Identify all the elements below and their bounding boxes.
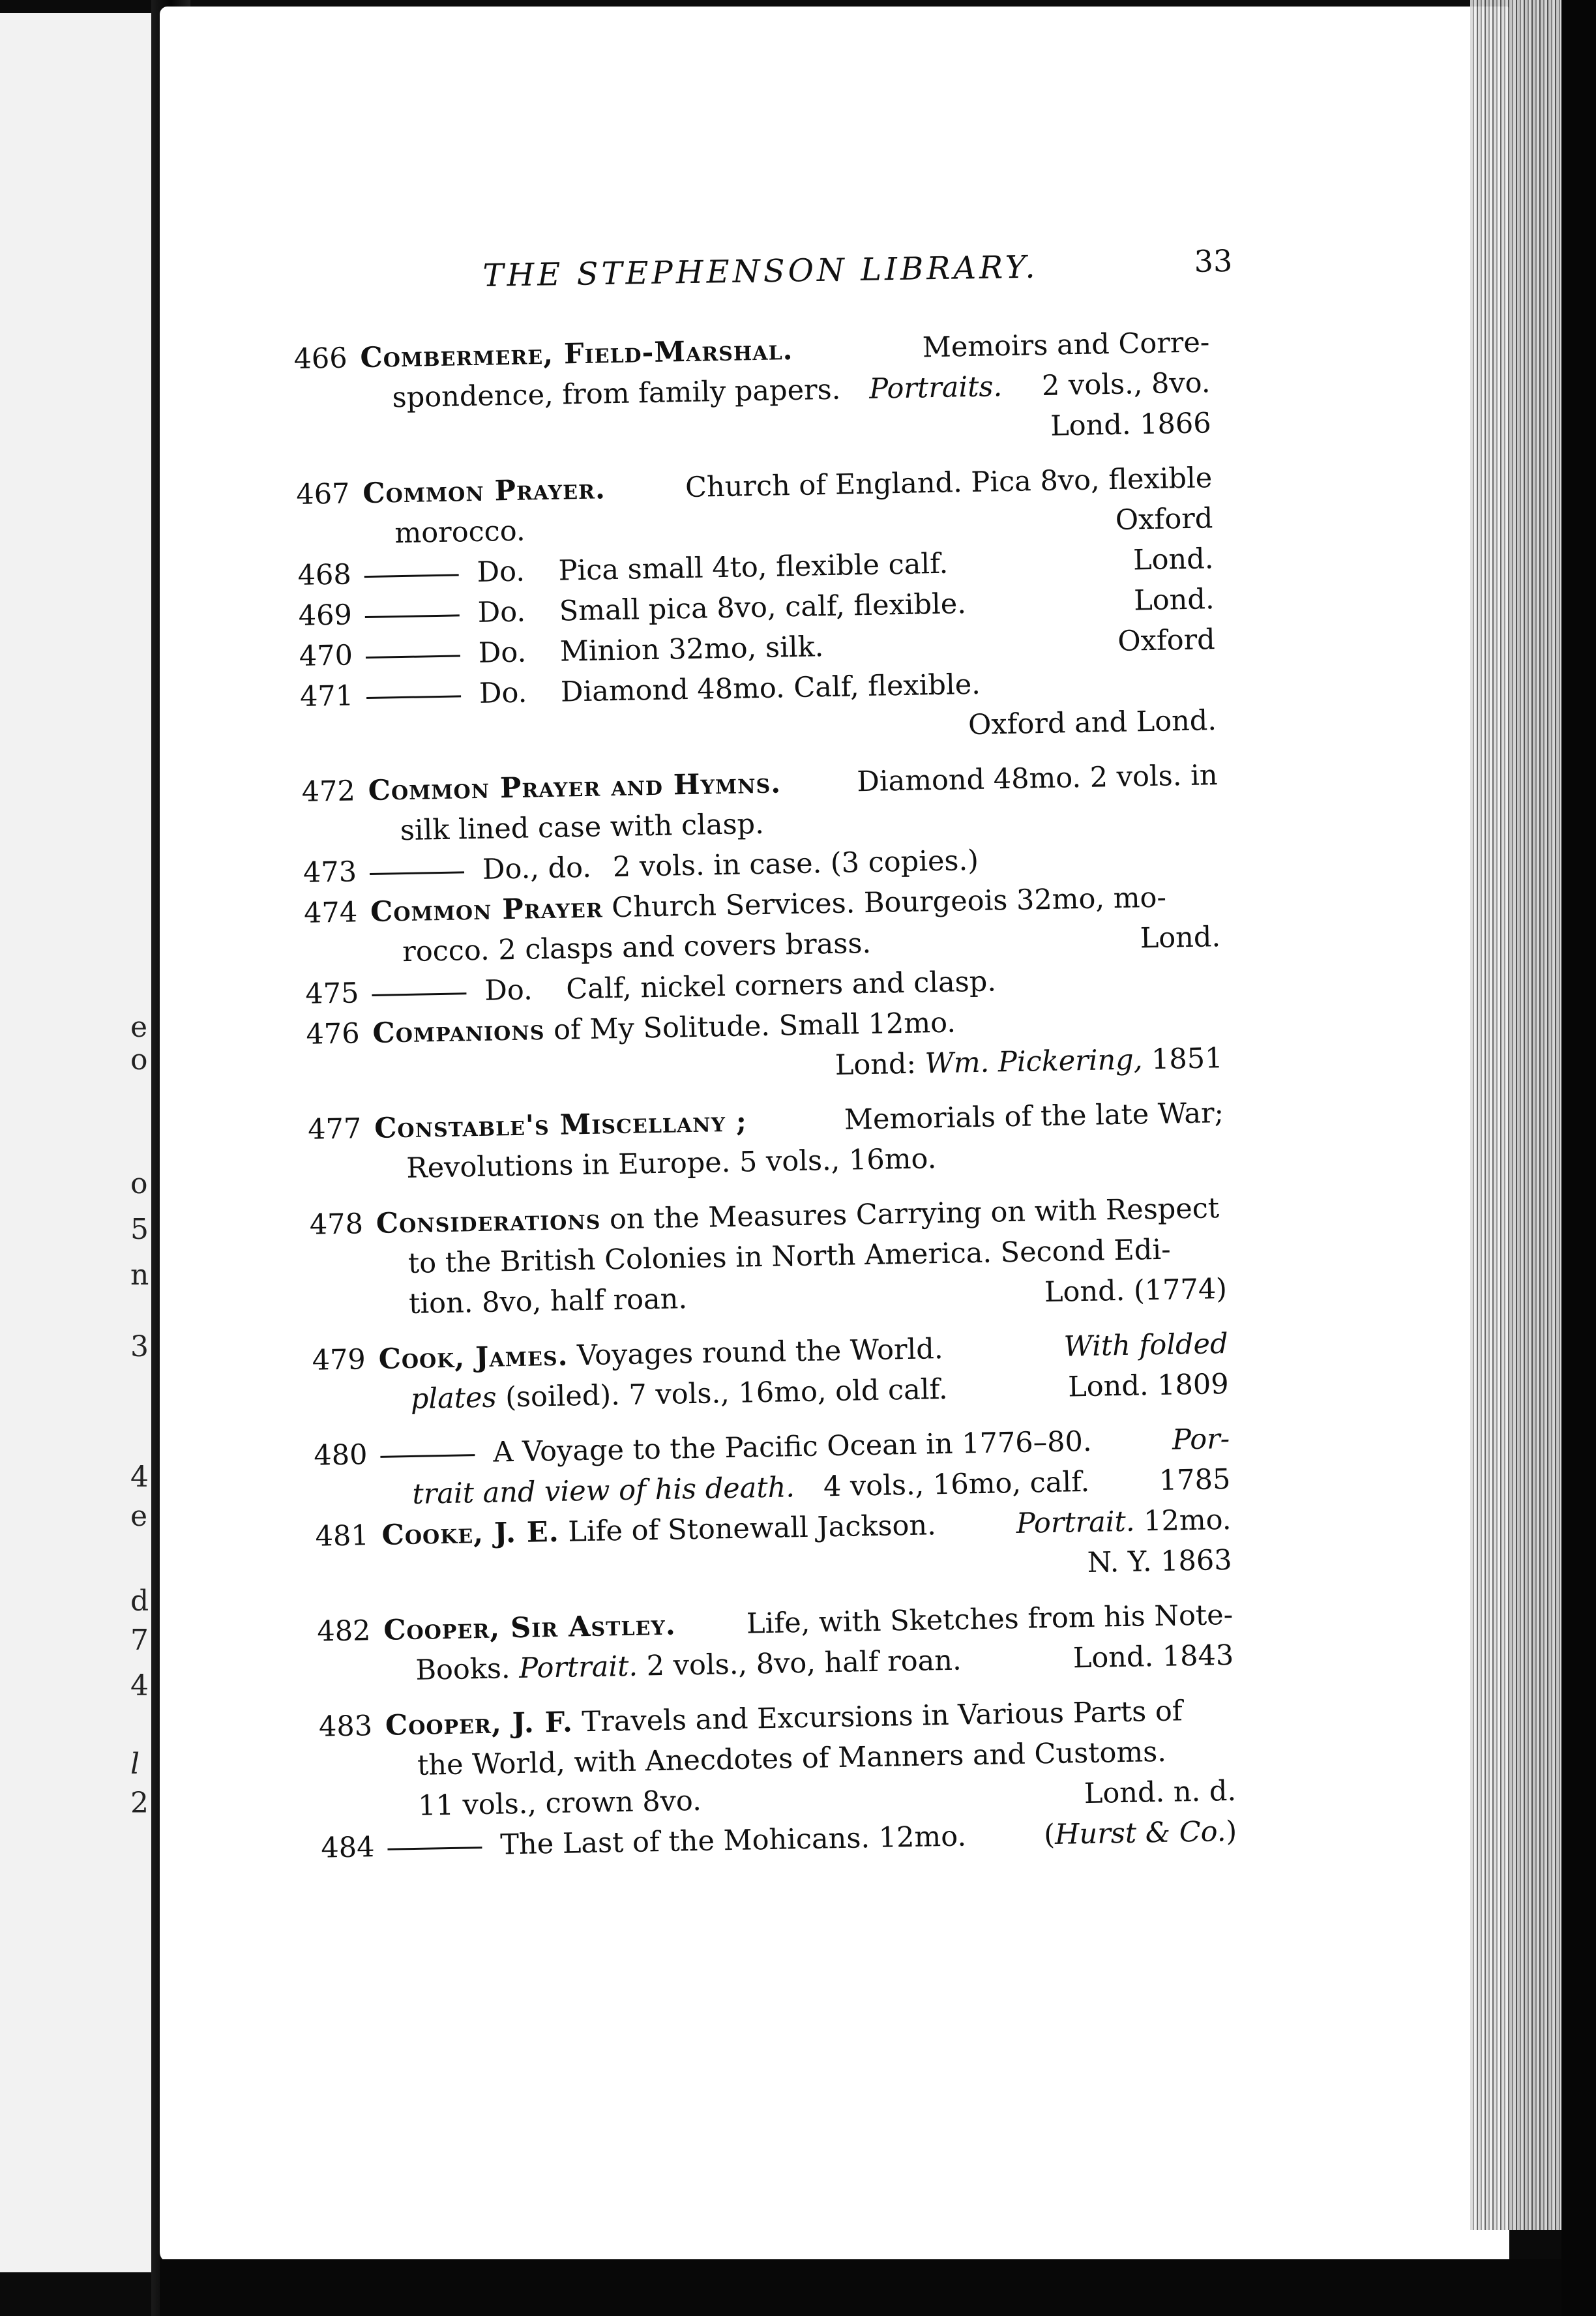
left-page-fragment: o (130, 1043, 148, 1076)
entry-text: 4 vols., 16mo, calf. (823, 1465, 1090, 1504)
ditto-rule (372, 992, 466, 996)
ditto-rule (387, 1847, 482, 1850)
catalogue-entries (293, 322, 1237, 1868)
entry-imprint: Lond. (1774) (1044, 1273, 1228, 1309)
entry-text: Church of England. Pica 8vo, flexible (685, 462, 1213, 505)
entry-number: 466 (293, 342, 348, 376)
entry-476 (306, 998, 1223, 1095)
entry-text: Memorials of the late War; (844, 1097, 1224, 1136)
entry-imprint: Lond: (835, 1047, 917, 1082)
ditto-mark: Do., do. (482, 851, 592, 886)
entry-italic: Portraits. (868, 370, 1003, 406)
left-page-fragment: d (130, 1584, 149, 1618)
entry-text: Minion 32mo, silk. (559, 631, 824, 668)
ditto-rule (380, 1454, 475, 1458)
entry-number: 474 (303, 896, 358, 930)
entry-heading: Cooke, J. E. (381, 1515, 560, 1552)
ditto-mark: Do. (478, 636, 527, 670)
entry-number: 477 (307, 1112, 362, 1146)
entry-text: Diamond 48mo. 2 vols. in (856, 759, 1218, 799)
entry-text: Life of Stonewall Jackson. (567, 1509, 937, 1549)
entry-text: (soiled). 7 vols., 16mo, old calf. (505, 1373, 948, 1414)
entry-imprint: Lond. (1132, 542, 1214, 577)
entry-text: Memoirs and Corre- (922, 326, 1210, 364)
entry-text: 11 vols., crown 8vo. (417, 1784, 702, 1822)
entry-imprint: Oxford (1115, 502, 1213, 537)
entry-text: Travels and Excursions in Various Parts of (582, 1695, 1183, 1739)
entry-text: spondence, from family papers. (392, 373, 841, 415)
scan-border-bottom (160, 2259, 1561, 2316)
entry-text: morocco. (394, 514, 525, 550)
entry-italic: Wm. Pickering, (924, 1043, 1143, 1080)
ditto-rule (365, 614, 460, 618)
entry-text: on the Measures Carrying on with Respect (609, 1192, 1220, 1236)
entry-imprint: Lond. (1133, 583, 1215, 617)
scan-border-right (1561, 0, 1596, 2316)
left-page-edge (0, 13, 155, 2272)
ditto-mark: Do. (479, 676, 527, 710)
left-page-fragment: 2 (130, 1787, 149, 1820)
ditto-rule (366, 655, 460, 659)
entry-imprint: Lond. 1866 (1050, 407, 1212, 443)
entry-heading: Cooper, Sir Astley. (383, 1609, 677, 1647)
ditto-mark: Do. (477, 595, 526, 629)
entry-heading: Constable's Miscellany ; (374, 1105, 748, 1145)
left-page-fragment: e (130, 1500, 148, 1533)
page-fore-edge (1470, 0, 1561, 2230)
entry-text: to the British Colonies in North America. Second Edi- (407, 1233, 1172, 1281)
entry-text: tion. 8vo, half roan. (408, 1283, 688, 1320)
entry-heading: Combermere, Field-Marshal. (360, 333, 793, 375)
page-number: 33 (1194, 243, 1233, 279)
entry-479 (312, 1324, 1229, 1421)
entry-text: 2 vols., 8vo, half roan. (646, 1644, 962, 1683)
entry-477 (308, 1093, 1225, 1191)
entry-number: 468 (297, 558, 352, 592)
ditto-rule (364, 574, 459, 578)
entry-466 (293, 322, 1211, 460)
entry-text: Books. (415, 1652, 511, 1687)
entry-number: 470 (299, 639, 353, 673)
entry-text: A Voyage to the Pacific Ocean in 1776–80. (492, 1425, 1092, 1469)
left-page-fragment: l (130, 1747, 140, 1781)
entry-heading: Common Prayer. (362, 473, 606, 511)
entry-imprint: Lond. (1140, 921, 1221, 955)
ditto-rule (366, 695, 461, 699)
entry-text: Life, with Sketches from his Note- (746, 1598, 1234, 1640)
entry-number: 479 (312, 1343, 366, 1377)
entry-number: 483 (318, 1710, 373, 1744)
entry-italic: trait and view of his death. (412, 1471, 795, 1511)
entry-481 (315, 1500, 1232, 1597)
left-page-fragment: o (130, 1167, 148, 1200)
entry-478 (309, 1188, 1227, 1326)
entry-number: 471 (299, 679, 354, 713)
entry-text: 2 vols. in case. (3 copies.) (612, 844, 979, 884)
entry-heading: Considerations (376, 1203, 601, 1240)
entry-number: 475 (304, 977, 359, 1011)
entry-imprint: Oxford (1117, 623, 1216, 658)
entry-text: 12mo. (1143, 1503, 1232, 1538)
left-page-fragment: e (130, 1011, 148, 1044)
entry-imprint: ( (1043, 1818, 1056, 1852)
entry-text: the World, with Anecdotes of Manners and Customs. (417, 1735, 1167, 1782)
entry-number: 472 (301, 775, 356, 809)
entry-number: 476 (306, 1017, 361, 1051)
entry-heading: Cook, James. (378, 1339, 569, 1376)
entry-text: Small pica 8vo, calf, flexible. (559, 587, 967, 628)
entry-number: 480 (313, 1438, 368, 1472)
left-page-fragment: 7 (130, 1624, 149, 1657)
entry-italic: Hurst & Co. (1054, 1815, 1226, 1851)
entry-number: 473 (303, 855, 357, 889)
entry-text: 2 vols., 8vo. (1041, 366, 1211, 402)
entry-number: 484 (320, 1831, 375, 1865)
left-page-fragment: 3 (130, 1330, 149, 1363)
entry-imprint: 1851 (1151, 1042, 1223, 1076)
entry-number: 469 (298, 599, 353, 632)
entry-italic: Portrait. (518, 1650, 638, 1685)
left-page-fragment: 5 (130, 1213, 149, 1246)
running-title: THE STEPHENSON LIBRARY. (482, 248, 1039, 294)
entry-text: Revolutions in Europe. 5 vols., 16mo. (406, 1142, 937, 1185)
entry-imprint: N. Y. 1863 (1087, 1543, 1233, 1579)
entry-imprint: Lond. 1843 (1072, 1639, 1234, 1675)
entry-text: Church Services. Bourgeois 32mo, mo- (611, 881, 1167, 925)
entry-text: Calf, nickel corners and clasp. (565, 965, 997, 1006)
entry-text: rocco. 2 clasps and covers brass. (402, 927, 872, 969)
entry-text: silk lined case with clasp. (400, 807, 765, 848)
entry-italic: Por- (1172, 1422, 1230, 1457)
entry-heading: Common Prayer (370, 891, 604, 928)
entry-imprint: Oxford and Lond. (968, 704, 1217, 742)
entry-482 (317, 1595, 1234, 1693)
entry-imprint: Lond. n. d. (1084, 1774, 1237, 1811)
ditto-rule (370, 871, 464, 875)
entry-471 (299, 660, 1217, 758)
entry-number: 481 (315, 1519, 370, 1553)
entry-number: 467 (295, 477, 350, 511)
entry-heading: Common Prayer and Hymns. (368, 767, 782, 808)
left-page-fragment: 4 (130, 1461, 149, 1494)
entry-imprint: Lond. 1809 (1067, 1367, 1230, 1404)
entry-italic: plates (410, 1381, 497, 1416)
entry-text: of My Solitude. Small 12mo. (553, 1006, 956, 1047)
entry-text: Diamond 48mo. Calf, flexible. (560, 668, 981, 709)
entry-text: The Last of the Mohicans. 12mo. (499, 1820, 967, 1862)
left-page-fragment: 4 (130, 1669, 149, 1702)
ditto-mark: Do. (477, 555, 525, 589)
entry-imprint: 1785 (1159, 1462, 1231, 1497)
entry-number: 478 (309, 1208, 364, 1241)
entry-text: Voyages round the World. (576, 1333, 943, 1373)
entry-italic: Portrait. (1016, 1505, 1135, 1540)
entry-imprint: ) (1225, 1815, 1237, 1848)
entry-heading: Cooper, J. F. (385, 1706, 574, 1742)
entry-text: Pica small 4to, flexible calf. (558, 547, 949, 587)
entry-number: 482 (316, 1614, 371, 1648)
ditto-mark: Do. (484, 973, 533, 1007)
left-page-fragment: n (130, 1258, 149, 1292)
entry-heading: Companions (372, 1014, 545, 1050)
entry-483 (318, 1690, 1236, 1828)
entry-italic: With folded (1063, 1327, 1228, 1363)
